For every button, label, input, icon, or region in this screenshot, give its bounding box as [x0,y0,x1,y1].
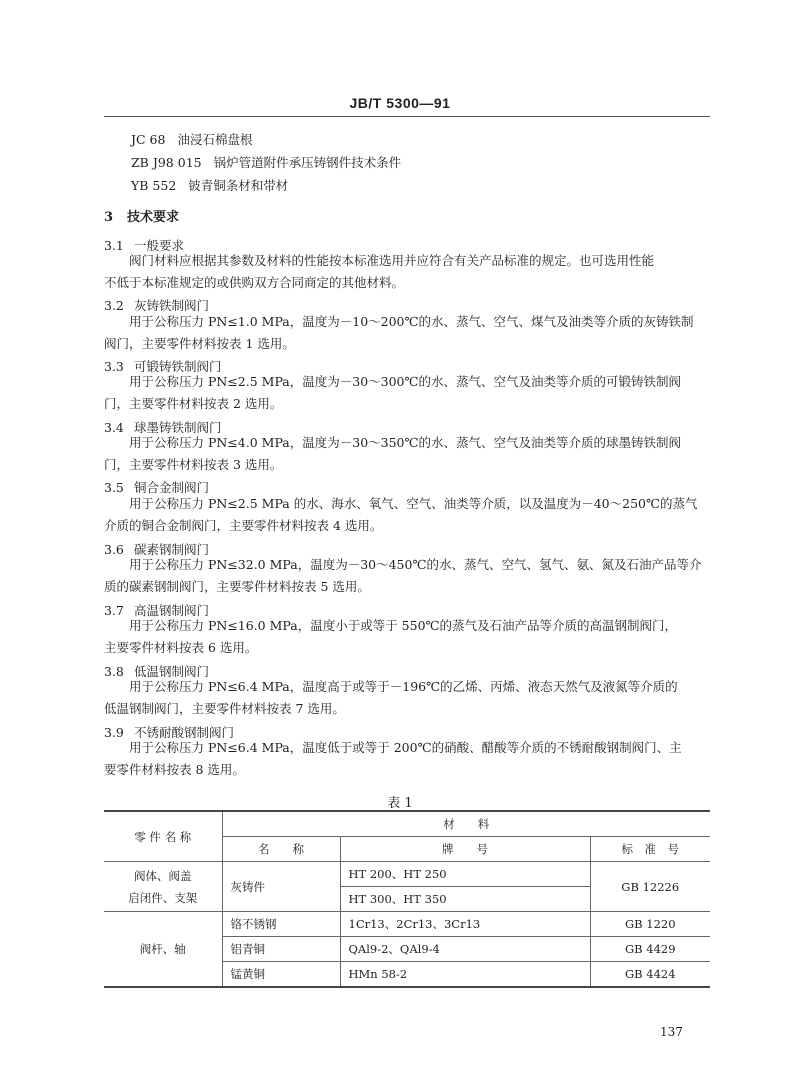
header-grade: 牌 号 [340,837,590,862]
table-1-caption: 表 1 [387,796,413,811]
subsection-3-7-body [104,615,710,659]
header-divider [104,116,710,117]
subsection-title: 高温钢制阀门 [134,603,210,618]
para-line: 阀门材料应根据其参数及材料的性能按本标准选用并应符合有关产品标准的规定。也可选用性能 [129,253,655,268]
material-name-cell: 锰黄铜 [222,962,340,988]
para-line: 质的碳素钢制阀门，主要零件材料按表 5 选用。 [104,579,370,594]
subsection-number: 3.4 [104,420,124,435]
subsection-number: 3.3 [104,359,124,374]
para-line: 用于公称压力 PN≤6.4 MPa，温度低于或等于 200℃的硝酸、醋酸等介质的不锈耐酸钢制阀门、主 [129,740,682,755]
subsection-title: 一般要求 [134,238,185,253]
para-line: 用于公称压力 PN≤2.5 MPa 的水、海水、氧气、空气、油类等介质，以及温度为－40～250℃的蒸气 [129,496,698,511]
standard-cell: GB 4429 [590,937,710,962]
material-name-cell: 铝青铜 [222,937,340,962]
table-1 [104,810,710,988]
subsection-number: 3.9 [104,725,124,740]
para-line: 主要零件材料按表 6 选用。 [104,640,258,655]
subsection-3-5-body [104,493,710,537]
part-name-line: 阀体、阀盖 [134,868,192,883]
standard-code-header: JB/T 5300—91 [349,95,451,111]
subsection-3-9-body [104,737,710,781]
subsection-number: 3.6 [104,542,124,557]
subsection-3-6-body [104,554,710,598]
subsection-number: 3.8 [104,664,124,679]
grade-cell: QAl9-2、QAl9-4 [340,937,590,962]
subsection-number: 3.7 [104,603,124,618]
header-part-name: 零 件 名 称 [104,811,222,862]
subsection-3-1-body [104,250,710,294]
section-3-heading [104,206,179,225]
subsection-3-4-body [104,432,710,476]
ref-code: JC 68 [131,132,166,147]
para-line: 介质的铜合金制阀门，主要零件材料按表 4 选用。 [104,518,383,533]
para-line: 要零件材料按表 8 选用。 [104,762,245,777]
material-name-cell: 铬不锈钢 [222,912,340,937]
subsection-title: 低温钢制阀门 [134,664,210,679]
header-material: 材 料 [222,811,710,837]
reference-jc68 [131,130,252,148]
subsection-title: 不锈耐酸钢制阀门 [134,725,235,740]
grade-cell: HT 300、HT 350 [340,887,590,912]
page-number: 137 [660,1025,683,1039]
subsection-title: 可锻铸铁制阀门 [134,359,222,374]
material-name-cell: 灰铸件 [222,862,340,912]
table-row [104,862,710,887]
ref-title: 锅炉管道附件承压铸钢件技术条件 [213,155,402,170]
reference-zbj98015 [131,153,401,171]
para-line: 用于公称压力 PN≤4.0 MPa，温度为－30～350℃的水、蒸气、空气及油类等介质的球墨铸铁制阀 [129,435,681,450]
para-line: 门，主要零件材料按表 2 选用。 [104,396,283,411]
standard-cell: GB 1220 [590,912,710,937]
table-row [104,912,710,937]
subsection-title: 碳素钢制阀门 [134,542,210,557]
subsection-3-2-body [104,311,710,355]
ref-code: ZB J98 015 [131,155,202,170]
subsection-number: 3.5 [104,480,124,495]
subsection-title: 铜合金制阀门 [134,480,210,495]
header-standard: 标 准 号 [590,837,710,862]
para-line: 用于公称压力 PN≤32.0 MPa，温度为－30～450℃的水、蒸气、空气、氢气、氨、氮及石油产品等介 [129,557,702,572]
grade-cell: HT 200、HT 250 [340,862,590,887]
subsection-3-3-body [104,371,710,415]
subsection-number: 3.1 [104,238,124,253]
grade-cell: HMn 58-2 [340,962,590,988]
para-line: 不低于本标准规定的或供购双方合同商定的其他材料。 [104,275,405,290]
section-number: 3 [104,210,114,225]
part-cell: 阀杆、轴 [104,912,222,988]
header-name: 名 称 [222,837,340,862]
part-name-line: 启闭件、支架 [128,890,198,905]
para-line: 用于公称压力 PN≤6.4 MPa，温度高于或等于－196℃的乙烯、丙烯、液态天然气及液氮等介质的 [129,679,678,694]
reference-yb552 [131,176,288,194]
ref-title: 油浸石棉盘根 [177,132,253,147]
para-line: 用于公称压力 PN≤1.0 MPa，温度为－10～200℃的水、蒸气、空气、煤气及油类等介质的灰铸铁制 [129,314,694,329]
section-title: 技术要求 [127,210,180,225]
para-line: 用于公称压力 PN≤2.5 MPa，温度为－30～300℃的水、蒸气、空气及油类等介质的可锻铸铁制阀 [129,374,681,389]
subsection-number: 3.2 [104,298,124,313]
subsection-title: 灰铸铁制阀门 [134,298,210,313]
standard-cell: GB 12226 [590,862,710,912]
para-line: 门，主要零件材料按表 3 选用。 [104,457,283,472]
part-cell [104,862,222,912]
para-line: 用于公称压力 PN≤16.0 MPa，温度小于或等于 550℃的蒸气及石油产品等介质的高温钢制阀门， [129,618,678,633]
grade-cell: 1Cr13、2Cr13、3Cr13 [340,912,590,937]
subsection-3-8-body [104,676,710,720]
ref-code: YB 552 [131,178,177,193]
para-line: 低温钢制阀门，主要零件材料按表 7 选用。 [104,701,345,716]
subsection-title: 球墨铸铁制阀门 [134,420,222,435]
ref-title: 铍青铜条材和带材 [188,178,289,193]
standard-cell: GB 4424 [590,962,710,988]
para-line: 阀门，主要零件材料按表 1 选用。 [104,336,295,351]
